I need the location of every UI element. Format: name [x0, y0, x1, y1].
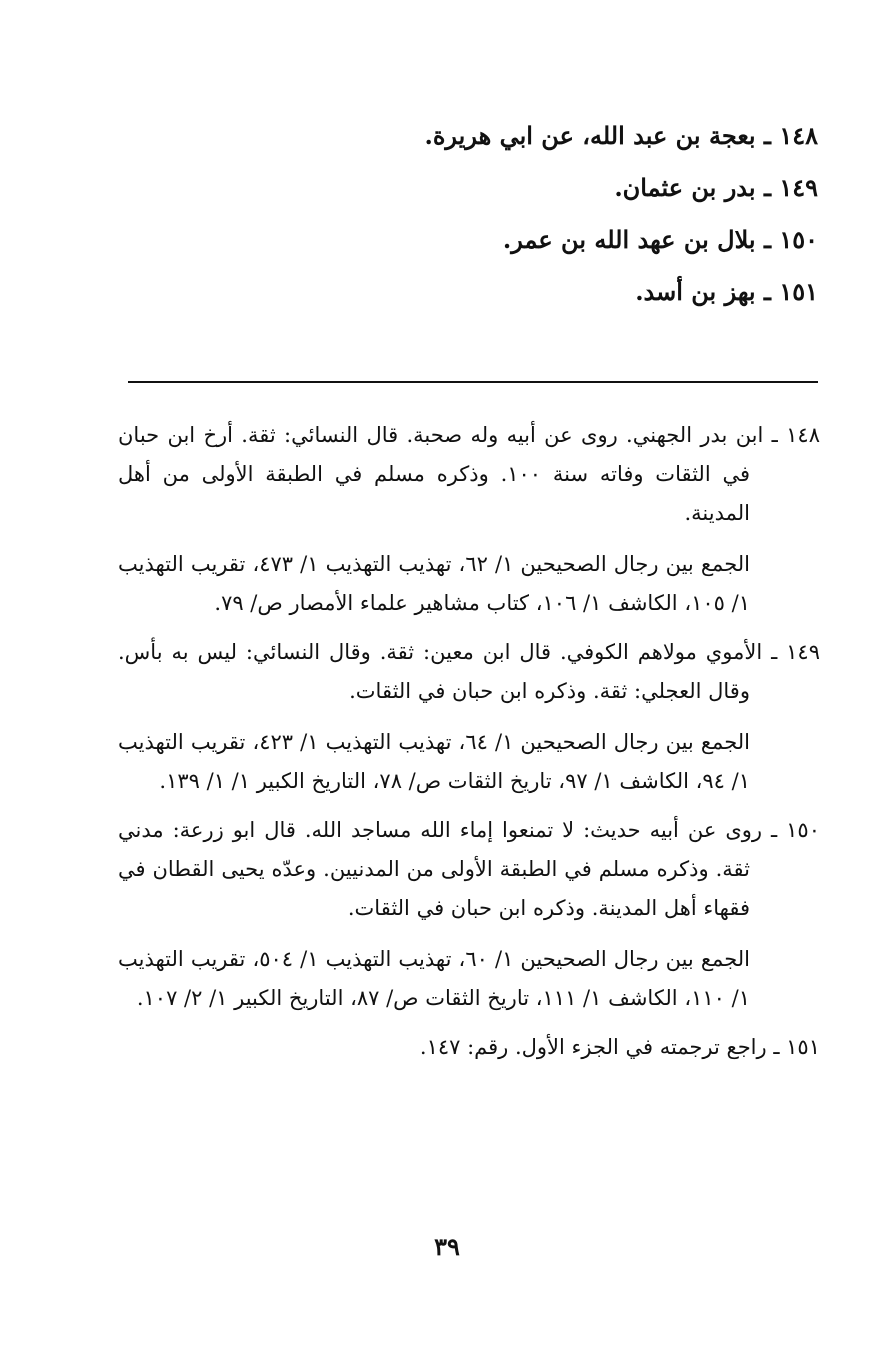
footnote-149	[118, 633, 820, 801]
entry-149: ١٤٩ ـ بدر بن عثمان.	[614, 173, 818, 202]
footnote-150-references: الجمع بين رجال الصحيحين ١/ ٦٠، تهذيب التهذيب ١/ ٥٠٤، تقريب التهذيب ١/ ١١٠، الكاشف ١/ ١١١، تاريخ الثقات ص/ ٨٧، التاريخ الكبير ١/ ٢/ ١٠٧.	[118, 947, 750, 1010]
page-number: ٣٩	[434, 1232, 460, 1261]
footnote-divider	[128, 381, 818, 383]
footnote-148-text: ١٤٨ ـ ابن بدر الجهني. روى عن أبيه وله صحبة. قال النسائي: ثقة. أرخ ابن حبان في الثقات وفاته سنة ١٠٠. وذكره مسلم في الطبقة الأولى من أهل المدينة.	[118, 423, 820, 525]
footnote-149-text: ١٤٩ ـ الأموي مولاهم الكوفي. قال ابن معين: ثقة. وقال النسائي: ليس به بأس. وقال العجلي: ثقة. وذكره ابن حبان في الثقات.	[118, 640, 820, 703]
footnotes	[118, 416, 820, 1077]
footnote-150-text: ١٥٠ ـ روى عن أبيه حديث: لا تمنعوا إماء الله مساجد الله. قال ابو زرعة: مدني ثقة. وذكره مسلم في الطبقة الأولى من المدنيين. وعدّه يحيى القطان في فقهاء أهل المدينة. وذكره ابن حبان في الثقات.	[118, 818, 820, 920]
entry-151: ١٥١ ـ بهز بن أسد.	[635, 277, 818, 306]
entry-148: ١٤٨ ـ بعجة بن عبد الله، عن ابي هريرة.	[424, 121, 818, 150]
footnote-150	[118, 811, 820, 1018]
footnote-148-references: الجمع بين رجال الصحيحين ١/ ٦٢، تهذيب التهذيب ١/ ٤٧٣، تقريب التهذيب ١/ ١٠٥، الكاشف ١/ ١٠٦، كتاب مشاهير علماء الأمصار ص/ ٧٩.	[118, 552, 750, 615]
footnote-151-text: ١٥١ ـ راجع ترجمته في الجزء الأول. رقم: ١٤٧.	[419, 1035, 820, 1059]
footnote-148	[118, 416, 820, 623]
entry-150: ١٥٠ ـ بلال بن عهد الله بن عمر.	[502, 225, 818, 254]
footnote-151	[118, 1028, 820, 1067]
footnote-149-references: الجمع بين رجال الصحيحين ١/ ٦٤، تهذيب التهذيب ١/ ٤٢٣، تقريب التهذيب ١/ ٩٤، الكاشف ١/ ٩٧، تاريخ الثقات ص/ ٧٨، التاريخ الكبير ١/ ١/ ١٣٩.	[118, 730, 750, 793]
narrator-entries	[110, 110, 818, 318]
